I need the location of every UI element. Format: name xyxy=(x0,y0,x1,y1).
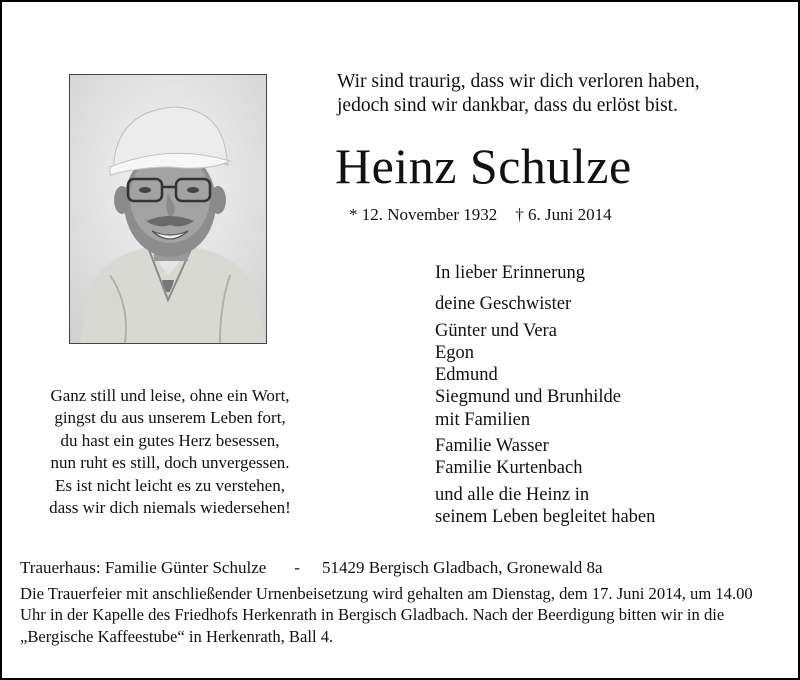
mourner-name: Günter und Vera xyxy=(435,320,557,341)
poem-line: Es ist nicht leicht es zu verstehen, xyxy=(55,475,285,495)
mourner-name: Egon xyxy=(435,342,475,363)
deceased-name: Heinz Schulze xyxy=(335,138,632,194)
mourners-heading: In lieber Erinnerung xyxy=(435,263,585,283)
intro-line: Wir sind traurig, dass wir dich verloren haben, xyxy=(337,71,700,92)
life-dates xyxy=(349,204,612,226)
mourners-list xyxy=(435,262,655,528)
intro-verse xyxy=(337,70,700,118)
portrait-image xyxy=(70,75,266,343)
intro-line: jedoch sind wir dankbar, dass du erlöst bist. xyxy=(337,95,678,116)
mourner-name: mit Familien xyxy=(435,409,531,430)
mourners-relation: deine Geschwister xyxy=(435,294,572,315)
death-date: † 6. Juni 2014 xyxy=(515,205,612,224)
mourners-closing: und alle die Heinz in xyxy=(435,484,590,505)
poem-line: du hast ein gutes Herz besessen, xyxy=(60,430,280,450)
mourner-name: Siegmund und Brunhilde xyxy=(435,387,622,408)
mourner-family: Familie Wasser xyxy=(435,436,549,457)
mourners-closing: seinem Leben begleitet haben xyxy=(435,506,656,527)
address-location: 51429 Bergisch Gladbach, Gronewald 8a xyxy=(321,558,603,577)
mourner-family: Familie Kurtenbach xyxy=(435,458,583,479)
funeral-notice xyxy=(20,583,786,647)
poem-line: nun ruht es still, doch unvergessen. xyxy=(50,453,290,473)
mourning-house: Trauerhaus: Familie Günter Schulze xyxy=(20,558,267,577)
funeral-notice-line: Die Trauerfeier mit anschließender Urnenbeisetzung wird gehalten am Dienstag, dem 17. Juni 2014, um 14.00 xyxy=(20,584,753,603)
address-separator: - xyxy=(294,558,300,577)
mourning-house-address xyxy=(20,557,603,579)
poem xyxy=(32,385,308,519)
funeral-notice-line: Uhr in der Kapelle des Friedhofs Herkenrath in Bergisch Gladbach. Nach der Beerdigung bitten wir in die xyxy=(20,605,725,625)
birth-date: * 12. November 1932 xyxy=(349,205,498,224)
funeral-notice-line: „Bergische Kaffeestube“ in Herkenrath, Ball 4. xyxy=(20,626,334,646)
poem-line: dass wir dich niemals wiedersehen! xyxy=(49,498,291,518)
poem-line: Ganz still und leise, ohne ein Wort, xyxy=(50,386,290,405)
portrait-photo xyxy=(69,74,267,344)
poem-line: gingst du aus unserem Leben fort, xyxy=(54,408,286,428)
mourner-name: Edmund xyxy=(435,365,498,386)
